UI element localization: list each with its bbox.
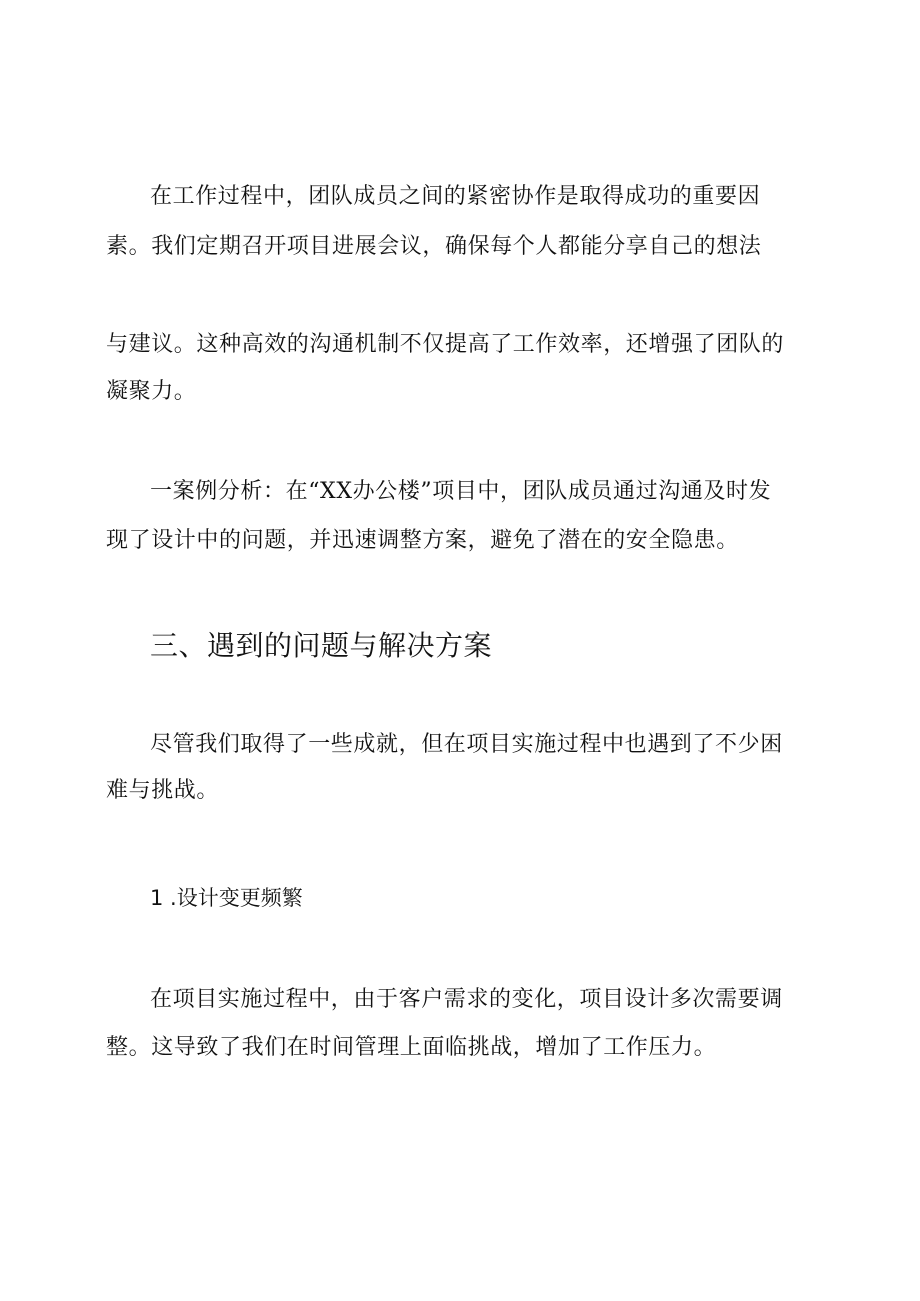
case-analysis-line1: [150, 477, 771, 507]
case-analysis-line2: 现了设计中的问题，并迅速调整方案，避免了潜在的安全隐患。: [106, 528, 739, 553]
paragraph3-line1: 在项目实施过程中，由于客户需求的变化，项目设计多次需要调: [150, 987, 783, 1012]
subheading: 1 .设计变更频繁: [150, 886, 303, 910]
paragraph1-line4: 凝聚力。: [106, 379, 197, 404]
case-analysis-label: 一案例分析：: [150, 479, 286, 504]
paragraph1-line3: 与建议。这种高效的沟通机制不仅提高了工作效率，还增强了团队的: [106, 332, 785, 357]
section-heading: 三、遇到的问题与解决方案: [150, 629, 493, 662]
paragraph1-line2: 素。我们定期召开项目进展会议，确保每个人都能分享自己的想法: [106, 234, 762, 259]
paragraph2-line1: 尽管我们取得了一些成就，但在项目实施过程中也遇到了不少困: [150, 732, 783, 757]
case-analysis-text: 在“XX办公楼”项目中，团队成员通过沟通及时发: [285, 479, 772, 504]
paragraph1-line1: 在工作过程中，团队成员之间的紧密协作是取得成功的重要因: [150, 184, 761, 209]
paragraph2-line2: 难与挑战。: [106, 778, 220, 803]
paragraph3-line2: 整。这导致了我们在时间管理上面临挑战，增加了工作压力。: [106, 1035, 717, 1060]
